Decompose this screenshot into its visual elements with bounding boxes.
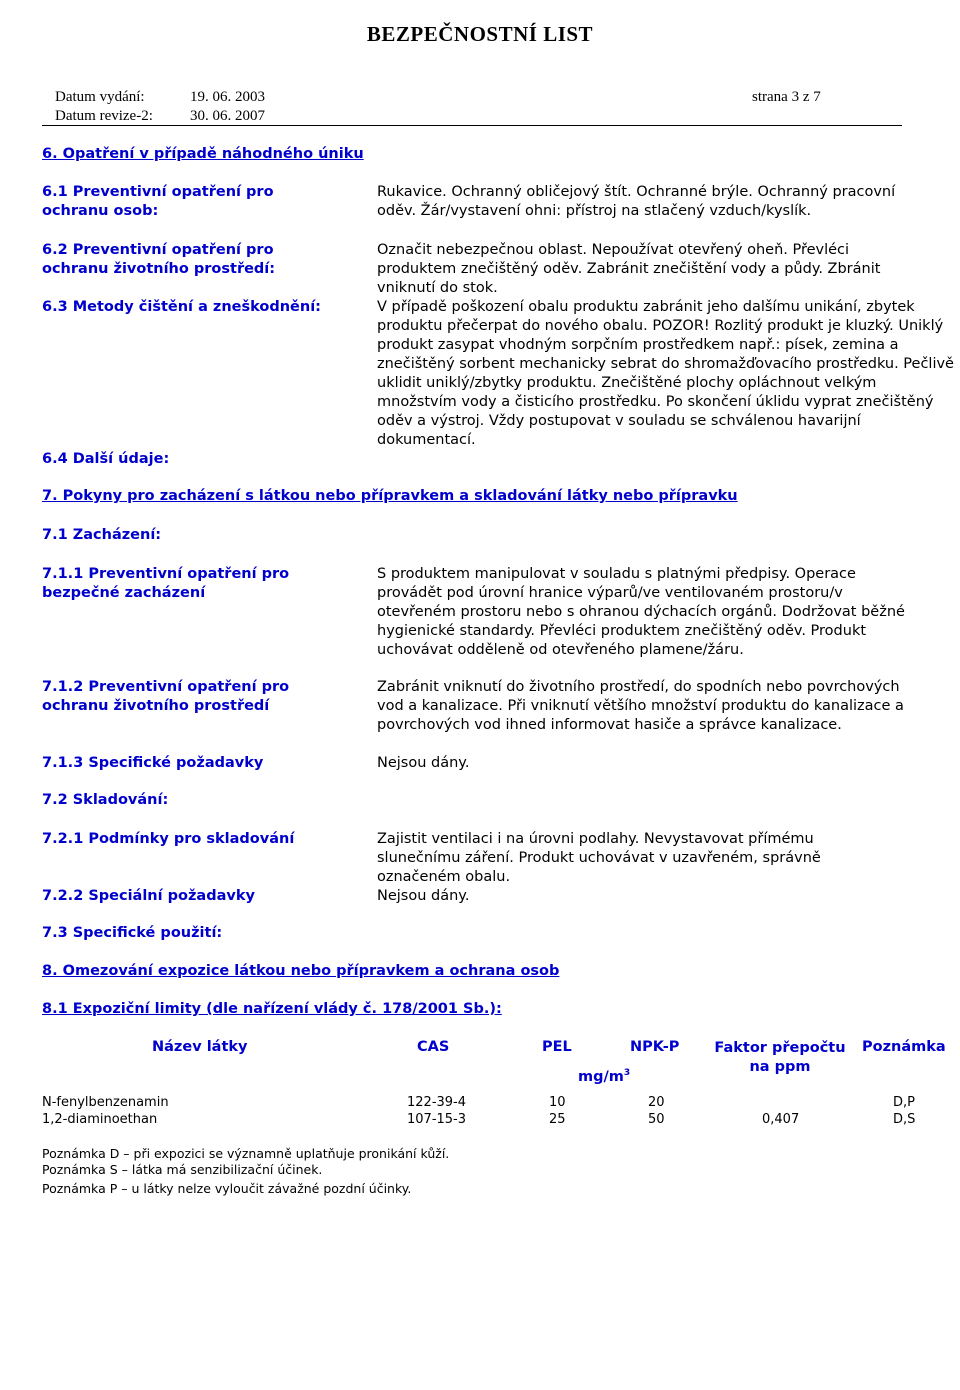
item-6-1-label: 6.1 Preventivní opatření pro ochranu osob: <box>42 184 274 219</box>
table-header-pel: PEL <box>542 1039 572 1055</box>
item-7-1-2-text: Zabránit vniknutí do životního prostředí, do spodních nebo povrchových vod a kanalizace. Při vniknutí většího množství produktu do kanalizace a povrchových vod ihned informovat hasiče a správce kanalizace. <box>377 679 904 733</box>
item-6-2-text: Označit nebezpečnou oblast. Nepoužívat otevřený oheň. Převléci produktem znečištěný oděv. Zabránit znečištění vody a půdy. Zbránit vniknutí do stok. <box>377 242 881 296</box>
section-7-heading: 7. Pokyny pro zacházení s látkou nebo přípravkem a skladování látky nebo přípravku <box>42 488 738 504</box>
item-6-1-text: Rukavice. Ochranný obličejový štít. Ochranné brýle. Ochranný pracovní oděv. Žár/vystavení ohni: přístroj na stlačený vzduch/kyslík. <box>377 184 896 219</box>
table-cell-name: 1,2-diaminoethan <box>42 1112 158 1127</box>
table-cell-note: D,P <box>893 1095 915 1110</box>
item-7-1-2-label: 7.1.2 Preventivní opatření pro ochranu životního prostředí <box>42 679 290 714</box>
table-cell-pel: 10 <box>549 1095 566 1110</box>
item-7-2-1-text: Zajistit ventilaci i na úrovni podlahy. Nevystavovat přímému slunečnímu záření. Produkt uchovávat v uzavřeném, správně označeném obalu. <box>377 831 821 885</box>
table-header-factor: Faktor přepočtu na ppm <box>714 1040 846 1075</box>
issue-date: 19. 06. 2003 <box>190 89 265 105</box>
subsection-7-2-heading: 7.2 Skladování: <box>42 792 169 808</box>
item-6-2-label: 6.2 Preventivní opatření pro ochranu životního prostředí: <box>42 242 276 277</box>
table-header-name: Název látky <box>152 1039 248 1055</box>
document-title: BEZPEČNOSTNÍ LIST <box>366 22 594 46</box>
item-7-1-3-text: Nejsou dány. <box>377 755 470 771</box>
item-7-2-2-text: Nejsou dány. <box>377 888 470 904</box>
page-number: strana 3 z 7 <box>752 89 821 105</box>
header-divider <box>42 125 902 126</box>
table-cell-pel: 25 <box>549 1112 566 1127</box>
item-7-1-1-text: S produktem manipulovat v souladu s platnými předpisy. Operace provádět pod úrovní hranice výparů/ve ventilovaném prostoru/v otevřeném prostoru nebo s ohranou dýchacích orgánů. Dodržovat běžné hygienické standardy. Převléci produktem znečištěný oděv. Produkt uchovávat odděleně od otevřeného plamene/žáru. <box>377 566 905 658</box>
subsection-7-3-heading: 7.3 Specifické použití: <box>42 925 223 941</box>
table-cell-name: N-fenylbenzenamin <box>42 1095 169 1110</box>
table-cell-cas: 122-39-4 <box>407 1095 467 1110</box>
note-s: Poznámka S – látka má senzibilizační účinek. <box>42 1162 323 1177</box>
table-cell-cas: 107-15-3 <box>407 1112 467 1127</box>
issue-date-label: Datum vydání: <box>55 89 145 105</box>
table-cell-npk: 50 <box>648 1112 665 1127</box>
revision-date: 30. 06. 2007 <box>190 108 265 124</box>
table-cell-npk: 20 <box>648 1095 665 1110</box>
note-d: Poznámka D – při expozici se významně uplatňuje pronikání kůží. <box>42 1146 450 1161</box>
item-7-2-1-label: 7.2.1 Podmínky pro skladování <box>42 831 295 847</box>
table-header-note: Poznámka <box>862 1039 946 1055</box>
section-6-heading: 6. Opatření v případě náhodného úniku <box>42 146 364 162</box>
table-header-unit: $mg/m^3$ <box>578 1068 631 1085</box>
note-p: Poznámka P – u látky nelze vyloučit závažné pozdní účinky. <box>42 1181 412 1196</box>
subsection-7-1-heading: 7.1 Zacházení: <box>42 527 162 543</box>
item-6-3-label: 6.3 Metody čištění a zneškodnění: <box>42 299 321 315</box>
subsection-8-1-heading: 8.1 Expoziční limity (dle nařízení vlády č. 178/2001 Sb.): <box>42 1001 502 1017</box>
item-7-1-3-label: 7.1.3 Specifické požadavky <box>42 755 264 771</box>
table-header-cas: CAS <box>417 1039 450 1055</box>
table-cell-note: D,S <box>893 1112 916 1127</box>
item-6-3-text: V případě poškození obalu produktu zabránit jeho dalšímu unikání, zbytek produktu přečerpat do nového obalu. POZOR! Rozlitý produkt je kluzký. Uniklý produkt zasypat vhodným sorpčním prostředkem např.: písek, zemina a znečištěný sorbent mechanicky sebrat do shromažďovacího prostředku. Pečlivě uklidit uniklý/zbytky produktu. Znečištěné plochy opláchnout velkým množstvím vody a čisticího prostředku. Po skončení úklidu vyprat znečištěný oděv a výstroj. Vždy postupovat v souladu se schválenou havarijní dokumentací. <box>377 299 954 448</box>
item-7-2-2-label: 7.2.2 Speciální požadavky <box>42 888 255 904</box>
table-cell-factor: 0,407 <box>762 1112 800 1127</box>
revision-date-label: Datum revize-2: <box>55 108 153 124</box>
item-7-1-1-label: 7.1.1 Preventivní opatření pro bezpečné zacházení <box>42 566 290 601</box>
table-header-npk: NPK-P <box>630 1039 680 1055</box>
item-6-4-label: 6.4 Další údaje: <box>42 451 170 467</box>
section-8-heading: 8. Omezování expozice látkou nebo přípravkem a ochrana osob <box>42 963 560 979</box>
